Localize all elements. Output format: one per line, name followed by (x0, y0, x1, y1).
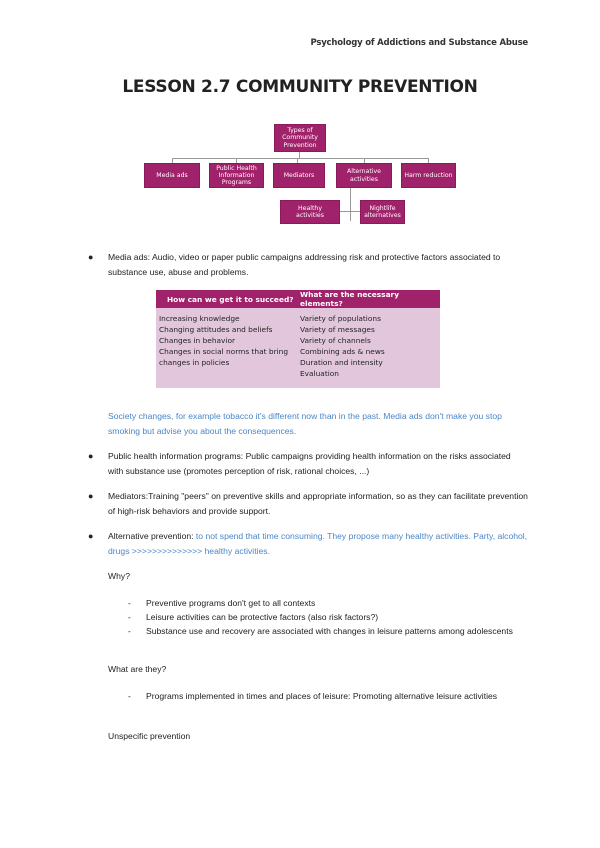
table-header-col1: How can we get it to succeed? (167, 294, 294, 304)
diagram-node-mediators: Mediators (273, 163, 325, 188)
diagram-node-public-health: Public Health Information Programs (209, 163, 264, 188)
diagram-node-nightlife: Nightlife alternatives (360, 200, 405, 224)
table-cell: Duration and intensity (300, 358, 383, 367)
bullet-marker: ● (88, 531, 94, 541)
table-cell: Changes in behavior (159, 336, 236, 345)
what-item: - Programs implemented in times and places of leisure: Promoting alternative leisure activities (128, 691, 498, 701)
table-cell: Changing attitudes and beliefs (159, 325, 273, 334)
why-item: - Preventive programs don't get to all contexts (128, 598, 316, 608)
table-cell: Variety of channels (300, 336, 371, 345)
bullet-marker: ● (88, 252, 94, 262)
table-header-col2: What are the necessary elements? (300, 290, 400, 308)
what-heading: What are they? (108, 664, 167, 674)
unspecific-prevention-heading: Unspecific prevention (108, 731, 191, 741)
why-heading: Why? (108, 571, 130, 581)
bullet-label: Media ads: (108, 252, 151, 262)
table-cell: Evaluation (300, 369, 339, 378)
bullet-mediators (88, 489, 528, 518)
table-cell: Combining ads & news (300, 347, 385, 356)
table-cell: Increasing knowledge (159, 314, 240, 323)
diagram-node-healthy-activities: Healthy activities (280, 200, 340, 224)
bullet-alternative-prevention (88, 529, 528, 558)
table-cell: Changes in social norms that bring (159, 347, 289, 356)
bullet-note: to not spend that time consuming. They propose many healthy activities. Party, alcohol, drugs >>>>>>>>>>>>>> healthy activities. (108, 531, 528, 556)
bullet-text: Training "peers" on preventive skills and appropriate information, so as they can facilitate prevention of high-risk behaviors and provide support. (108, 491, 528, 516)
bullet-public-health (88, 449, 528, 478)
diagram-root-node: Types of Community Prevention (274, 124, 326, 152)
society-note-text: Society changes, for example tobacco it's different now than in the past. Media ads don't make you stop smoking but advise you about the consequences. (108, 411, 502, 436)
bullet-label: Public health information programs: (108, 451, 244, 461)
why-item: - Substance use and recovery are associated with changes in leisure patterns among adolescents (128, 626, 513, 636)
bullet-label: Alternative prevention: (108, 531, 194, 541)
course-header: Psychology of Addictions and Substance Abuse (310, 38, 528, 48)
bullet-text: Public campaigns providing health information on the risks associated with substance use (promotes perception of risk, rational choices, ...) (108, 451, 511, 476)
page-title: LESSON 2.7 COMMUNITY PREVENTION (122, 77, 478, 97)
table-body (156, 308, 440, 379)
bullet-marker: ● (88, 491, 94, 501)
table-col2 (296, 313, 440, 379)
diagram-node-media-ads: Media ads (144, 163, 200, 188)
table-cell: changes in policies (159, 358, 230, 367)
bullet-label: Mediators: (108, 491, 149, 501)
table-header (156, 290, 440, 308)
bullet-media-ads (88, 250, 528, 279)
bullet-text: Audio, video or paper public campaigns addressing risk and protective factors associated to substance use, abuse and problems. (108, 252, 501, 277)
diagram-node-harm-reduction: Harm reduction (401, 163, 456, 188)
why-item: - Leisure activities can be protective factors (also risk factors?) (128, 612, 379, 622)
table-cell: Variety of messages (300, 325, 375, 334)
bullet-marker: ● (88, 451, 94, 461)
prevention-types-diagram (0, 0, 600, 240)
table-cell: Variety of populations (300, 314, 381, 323)
society-note (108, 409, 528, 438)
diagram-node-alternative-activities: Alternative activities (336, 163, 392, 188)
table-col1 (156, 313, 296, 379)
media-ads-table (156, 290, 440, 388)
